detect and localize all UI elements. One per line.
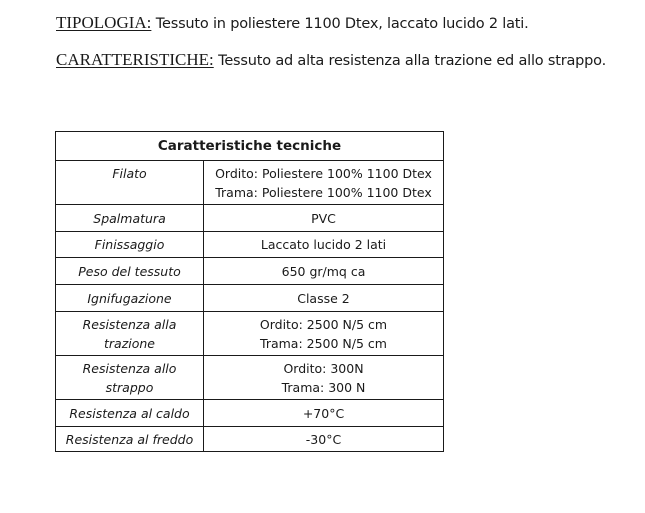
table-row [56, 232, 444, 258]
property-cell: Ignifugazione [56, 285, 204, 312]
tipologia-label: TIPOLOGIA: [56, 13, 152, 32]
value-cell: -30°C [204, 427, 444, 452]
table-row [56, 312, 444, 356]
caratteristiche-line [56, 51, 606, 70]
value-cell [204, 161, 444, 205]
value-cell: Laccato lucido 2 lati [204, 232, 444, 258]
value-cell: 650 gr/mq ca [204, 258, 444, 285]
tipologia-value: Tessuto in poliestere 1100 Dtex, laccato lucido 2 lati. [151, 16, 529, 32]
property-cell: Spalmatura [56, 205, 204, 232]
table-header-row [56, 132, 444, 161]
caratteristiche-label: CARATTERISTICHE: [56, 50, 214, 69]
technical-specs-table [55, 131, 444, 452]
table-title: Caratteristiche tecniche [56, 132, 444, 161]
value-line: Ordito: 2500 N/5 cm [259, 316, 388, 332]
tipologia-line [56, 14, 529, 33]
table-row [56, 356, 444, 400]
property-cell: Resistenza allo strappo [56, 356, 204, 400]
value-cell: +70°C [204, 400, 444, 427]
value-line: Ordito: 300N [283, 360, 364, 376]
table-row [56, 400, 444, 427]
property-cell: Peso del tessuto [56, 258, 204, 285]
value-cell: PVC [204, 205, 444, 232]
property-cell: Resistenza alla trazione [56, 312, 204, 356]
property-cell: Resistenza al caldo [56, 400, 204, 427]
property-cell: Resistenza al freddo [56, 427, 204, 452]
property-cell: Filato [56, 161, 204, 205]
property-cell: Finissaggio [56, 232, 204, 258]
table-row [56, 285, 444, 312]
value-cell: Classe 2 [204, 285, 444, 312]
table-row [56, 427, 444, 452]
value-line: Trama: Poliestere 100% 1100 Dtex [215, 184, 432, 200]
table-row [56, 258, 444, 285]
table-row [56, 161, 444, 205]
value-line: Trama: 2500 N/5 cm [260, 335, 387, 351]
value-line: Ordito: Poliestere 100% 1100 Dtex [215, 165, 432, 181]
table-row [56, 205, 444, 232]
value-cell [204, 312, 444, 356]
value-cell [204, 356, 444, 400]
value-line: Trama: 300 N [281, 379, 366, 395]
caratteristiche-value: Tessuto ad alta resistenza alla trazione ed allo strappo. [213, 53, 606, 69]
